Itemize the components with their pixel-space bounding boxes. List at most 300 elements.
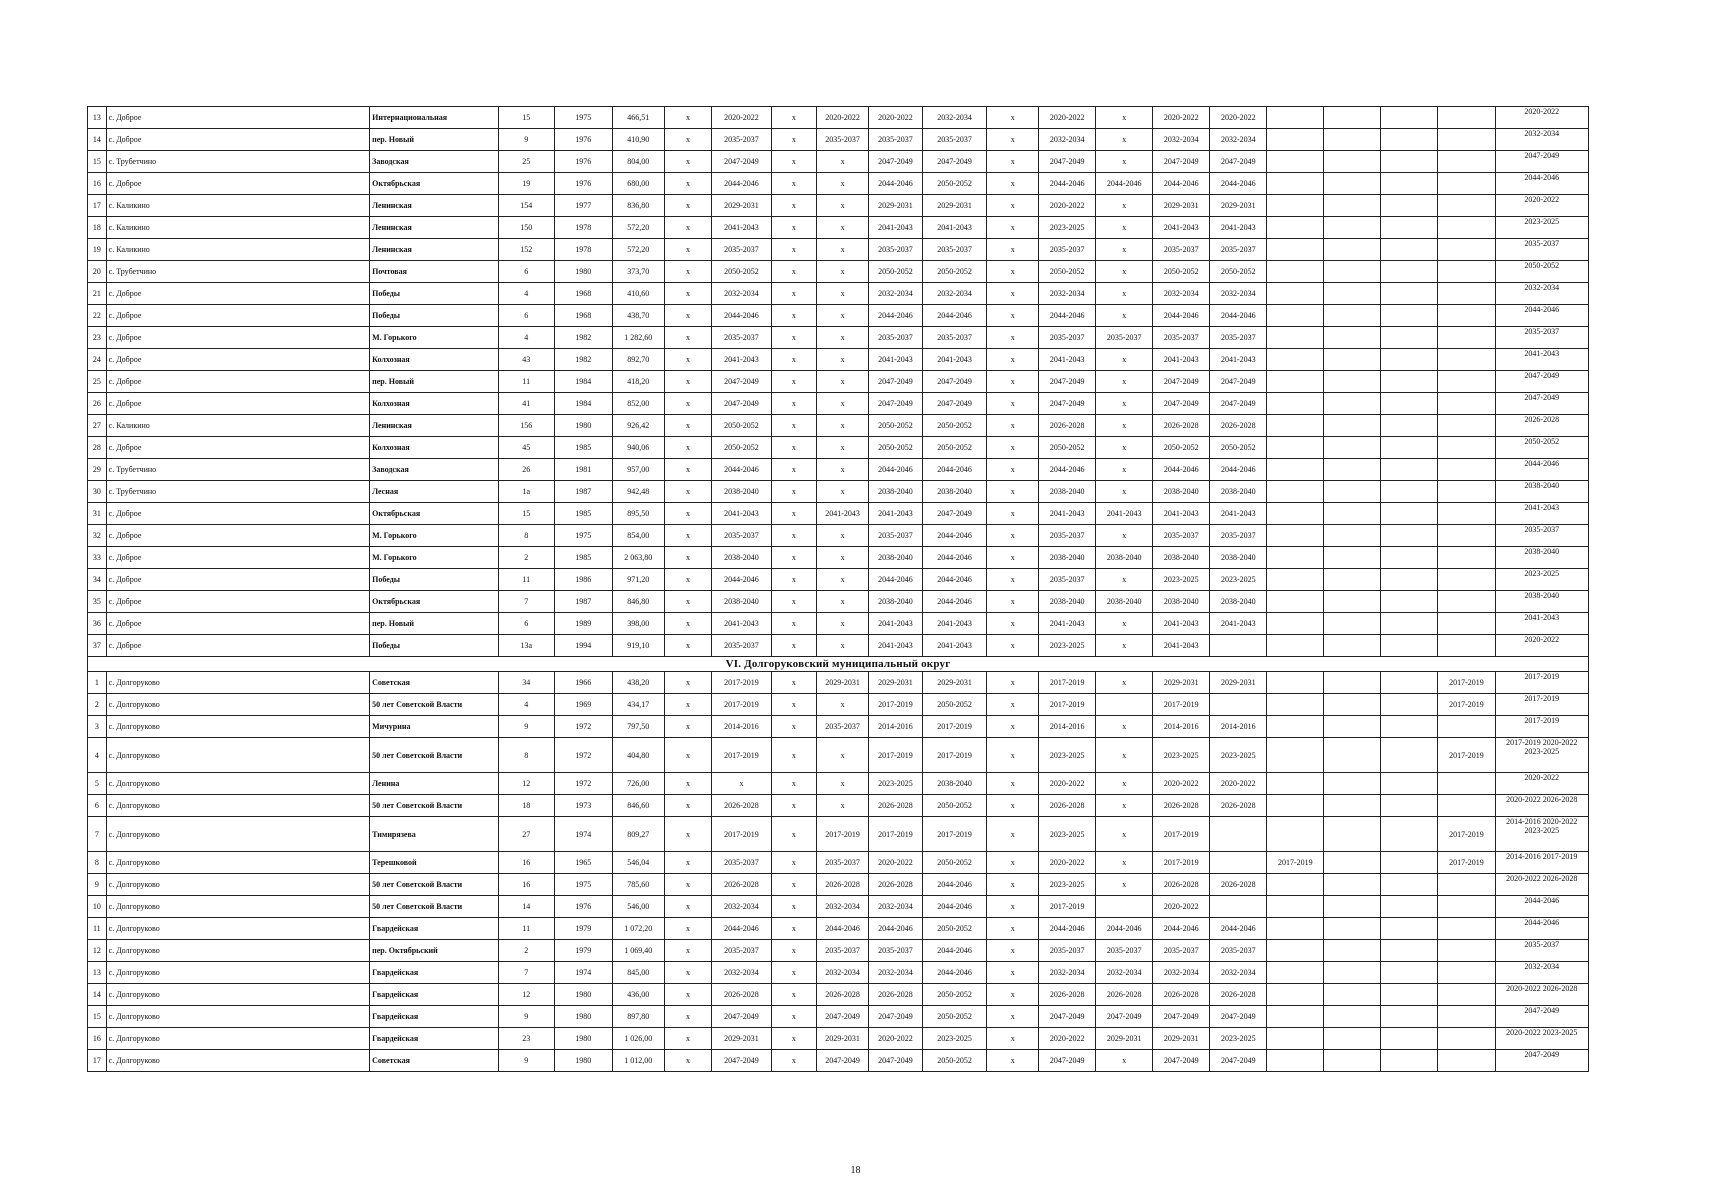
cell-c12 xyxy=(1267,795,1324,817)
cell-house: 2 xyxy=(498,547,554,569)
cell-settlement: с. Каликино xyxy=(106,195,369,217)
cell-c8: 2017-2019 xyxy=(1039,672,1096,694)
cell-c1: x xyxy=(664,1006,712,1028)
cell-last: 2047-2049 xyxy=(1495,1006,1589,1028)
cell-c5: 2041-2043 xyxy=(869,503,923,525)
cell-c8: 2041-2043 xyxy=(1039,349,1096,371)
cell-c2: 2017-2019 xyxy=(712,738,771,773)
cell-n: 37 xyxy=(88,635,107,657)
cell-c12 xyxy=(1267,261,1324,283)
cell-c7: x xyxy=(987,852,1039,874)
cell-last: 2050-2052 xyxy=(1495,437,1589,459)
cell-house: 156 xyxy=(498,415,554,437)
cell-area: 846,60 xyxy=(612,795,664,817)
cell-last: 2044-2046 xyxy=(1495,918,1589,940)
cell-c14 xyxy=(1381,481,1438,503)
cell-c8: 2044-2046 xyxy=(1039,918,1096,940)
cell-c1: x xyxy=(664,940,712,962)
cell-c3: x xyxy=(771,547,817,569)
cell-area: 546,00 xyxy=(612,896,664,918)
cell-year: 1978 xyxy=(554,239,612,261)
cell-last: 2026-2028 xyxy=(1495,415,1589,437)
cell-c2: 2044-2046 xyxy=(712,918,771,940)
cell-c8: 2023-2025 xyxy=(1039,738,1096,773)
cell-settlement: с. Доброе xyxy=(106,547,369,569)
cell-c5: 2047-2049 xyxy=(869,371,923,393)
cell-c6: 2047-2049 xyxy=(922,151,986,173)
cell-c12 xyxy=(1267,503,1324,525)
cell-c13 xyxy=(1324,107,1381,129)
cell-area: 410,60 xyxy=(612,283,664,305)
cell-house: 41 xyxy=(498,393,554,415)
cell-c4: x xyxy=(817,525,869,547)
table-row xyxy=(88,349,1589,371)
cell-c6: 2032-2034 xyxy=(922,283,986,305)
cell-area: 942,48 xyxy=(612,481,664,503)
cell-house: 150 xyxy=(498,217,554,239)
cell-c1: x xyxy=(664,591,712,613)
cell-c12 xyxy=(1267,107,1324,129)
cell-settlement: с. Каликино xyxy=(106,415,369,437)
cell-c8: 2023-2025 xyxy=(1039,217,1096,239)
cell-area: 1 026,00 xyxy=(612,1028,664,1050)
cell-c9: x xyxy=(1096,481,1153,503)
cell-area: 572,20 xyxy=(612,217,664,239)
cell-c14 xyxy=(1381,635,1438,657)
cell-c11: 2035-2037 xyxy=(1210,940,1267,962)
cell-c10: 2026-2028 xyxy=(1153,795,1210,817)
cell-c6: 2050-2052 xyxy=(922,918,986,940)
cell-c13 xyxy=(1324,151,1381,173)
cell-c13 xyxy=(1324,1028,1381,1050)
cell-c1: x xyxy=(664,525,712,547)
table-row xyxy=(88,459,1589,481)
cell-street: Почтовая xyxy=(370,261,499,283)
cell-c13 xyxy=(1324,1006,1381,1028)
cell-c9: 2026-2028 xyxy=(1096,984,1153,1006)
cell-c9: 2041-2043 xyxy=(1096,503,1153,525)
cell-c7: x xyxy=(987,239,1039,261)
table-row xyxy=(88,547,1589,569)
cell-c7: x xyxy=(987,305,1039,327)
cell-c7: x xyxy=(987,672,1039,694)
cell-n: 5 xyxy=(88,773,107,795)
cell-area: 940,06 xyxy=(612,437,664,459)
cell-area: 1 069,40 xyxy=(612,940,664,962)
cell-house: 25 xyxy=(498,151,554,173)
cell-c5: 2032-2034 xyxy=(869,283,923,305)
cell-n: 4 xyxy=(88,738,107,773)
cell-c12 xyxy=(1267,716,1324,738)
cell-c1: x xyxy=(664,371,712,393)
cell-settlement: с. Каликино xyxy=(106,217,369,239)
cell-last: 2044-2046 xyxy=(1495,459,1589,481)
cell-c1: x xyxy=(664,239,712,261)
table-row xyxy=(88,173,1589,195)
cell-c7: x xyxy=(987,349,1039,371)
cell-c15 xyxy=(1438,129,1495,151)
cell-c10: 2035-2037 xyxy=(1153,525,1210,547)
cell-c1: x xyxy=(664,173,712,195)
cell-c15: 2017-2019 xyxy=(1438,817,1495,852)
cell-year: 1989 xyxy=(554,613,612,635)
cell-c3: x xyxy=(771,896,817,918)
cell-c4: x xyxy=(817,437,869,459)
cell-c5: 2029-2031 xyxy=(869,672,923,694)
cell-year: 1982 xyxy=(554,349,612,371)
cell-n: 24 xyxy=(88,349,107,371)
cell-c4: x xyxy=(817,393,869,415)
cell-last: 2023-2025 xyxy=(1495,217,1589,239)
cell-c3: x xyxy=(771,437,817,459)
cell-c7: x xyxy=(987,896,1039,918)
cell-c11: 2047-2049 xyxy=(1210,371,1267,393)
cell-c2: 2050-2052 xyxy=(712,437,771,459)
cell-c2: 2017-2019 xyxy=(712,817,771,852)
cell-c4: 2017-2019 xyxy=(817,817,869,852)
cell-c12 xyxy=(1267,738,1324,773)
cell-c6: 2047-2049 xyxy=(922,371,986,393)
cell-c4: x xyxy=(817,459,869,481)
cell-settlement: с. Доброе xyxy=(106,437,369,459)
cell-settlement: с. Долгоруково xyxy=(106,962,369,984)
cell-c7: x xyxy=(987,459,1039,481)
cell-settlement: с. Доброе xyxy=(106,635,369,657)
cell-c10: 2029-2031 xyxy=(1153,1028,1210,1050)
cell-c4: x xyxy=(817,795,869,817)
cell-c2: 2020-2022 xyxy=(712,107,771,129)
cell-house: 11 xyxy=(498,569,554,591)
cell-c11: 2044-2046 xyxy=(1210,459,1267,481)
table-row xyxy=(88,694,1589,716)
cell-c2: 2032-2034 xyxy=(712,896,771,918)
cell-c3: x xyxy=(771,795,817,817)
cell-c12 xyxy=(1267,129,1324,151)
cell-c7: x xyxy=(987,1028,1039,1050)
cell-c4: 2029-2031 xyxy=(817,1028,869,1050)
cell-c5: 2035-2037 xyxy=(869,327,923,349)
cell-c1: x xyxy=(664,738,712,773)
cell-c7: x xyxy=(987,569,1039,591)
cell-c5: 2020-2022 xyxy=(869,1028,923,1050)
cell-c5: 2023-2025 xyxy=(869,773,923,795)
cell-c3: x xyxy=(771,1050,817,1072)
cell-c6: 2047-2049 xyxy=(922,393,986,415)
table-row xyxy=(88,283,1589,305)
cell-c4: 2044-2046 xyxy=(817,918,869,940)
cell-c15 xyxy=(1438,569,1495,591)
cell-c4: x xyxy=(817,173,869,195)
cell-c12 xyxy=(1267,151,1324,173)
cell-c3: x xyxy=(771,327,817,349)
cell-house: 8 xyxy=(498,738,554,773)
cell-c11: 2014-2016 xyxy=(1210,716,1267,738)
cell-year: 1979 xyxy=(554,918,612,940)
cell-c13 xyxy=(1324,305,1381,327)
cell-c3: x xyxy=(771,918,817,940)
cell-c8: 2044-2046 xyxy=(1039,305,1096,327)
cell-year: 1984 xyxy=(554,371,612,393)
cell-c5: 2035-2037 xyxy=(869,239,923,261)
cell-house: 6 xyxy=(498,261,554,283)
cell-house: 152 xyxy=(498,239,554,261)
cell-c2: 2035-2037 xyxy=(712,129,771,151)
cell-street: Гвардейская xyxy=(370,1006,499,1028)
cell-c8: 2017-2019 xyxy=(1039,896,1096,918)
cell-settlement: с. Долгоруково xyxy=(106,1006,369,1028)
cell-c15 xyxy=(1438,459,1495,481)
cell-c9: x xyxy=(1096,261,1153,283)
cell-house: 4 xyxy=(498,283,554,305)
cell-c5: 2047-2049 xyxy=(869,1006,923,1028)
cell-c5: 2050-2052 xyxy=(869,415,923,437)
cell-house: 154 xyxy=(498,195,554,217)
cell-c8: 2050-2052 xyxy=(1039,261,1096,283)
cell-year: 1985 xyxy=(554,503,612,525)
cell-n: 15 xyxy=(88,151,107,173)
cell-street: Победы xyxy=(370,635,499,657)
cell-c1: x xyxy=(664,1050,712,1072)
cell-c3: x xyxy=(771,129,817,151)
cell-c14 xyxy=(1381,852,1438,874)
cell-c11: 2023-2025 xyxy=(1210,1028,1267,1050)
cell-year: 1965 xyxy=(554,852,612,874)
cell-c13 xyxy=(1324,239,1381,261)
cell-area: 680,00 xyxy=(612,173,664,195)
cell-c8: 2047-2049 xyxy=(1039,151,1096,173)
cell-c2: 2035-2037 xyxy=(712,852,771,874)
cell-settlement: с. Доброе xyxy=(106,525,369,547)
cell-settlement: с. Долгоруково xyxy=(106,852,369,874)
cell-c9: x xyxy=(1096,672,1153,694)
cell-area: 836,80 xyxy=(612,195,664,217)
cell-c15 xyxy=(1438,437,1495,459)
cell-c3: x xyxy=(771,716,817,738)
cell-c8: 2032-2034 xyxy=(1039,962,1096,984)
cell-n: 27 xyxy=(88,415,107,437)
cell-c3: x xyxy=(771,349,817,371)
cell-c2: 2017-2019 xyxy=(712,694,771,716)
cell-c10: 2050-2052 xyxy=(1153,437,1210,459)
cell-street: Победы xyxy=(370,569,499,591)
cell-c3: x xyxy=(771,874,817,896)
cell-c9: x xyxy=(1096,107,1153,129)
cell-c10: 2038-2040 xyxy=(1153,481,1210,503)
cell-street: пер. Октябрьский xyxy=(370,940,499,962)
cell-n: 34 xyxy=(88,569,107,591)
cell-c14 xyxy=(1381,940,1438,962)
cell-n: 8 xyxy=(88,852,107,874)
cell-settlement: с. Долгоруково xyxy=(106,773,369,795)
cell-c15: 2017-2019 xyxy=(1438,852,1495,874)
cell-area: 546,04 xyxy=(612,852,664,874)
cell-last: 2032-2034 xyxy=(1495,962,1589,984)
cell-house: 7 xyxy=(498,962,554,984)
cell-house: 4 xyxy=(498,327,554,349)
cell-street: 50 лет Советской Власти xyxy=(370,694,499,716)
cell-c1: x xyxy=(664,896,712,918)
cell-c4: x xyxy=(817,613,869,635)
cell-c6: 2035-2037 xyxy=(922,239,986,261)
cell-c11: 2026-2028 xyxy=(1210,984,1267,1006)
cell-last: 2044-2046 xyxy=(1495,305,1589,327)
cell-last: 2047-2049 xyxy=(1495,371,1589,393)
cell-c13 xyxy=(1324,874,1381,896)
cell-c11 xyxy=(1210,635,1267,657)
cell-year: 1975 xyxy=(554,525,612,547)
cell-c7: x xyxy=(987,918,1039,940)
cell-last: 2017-2019 xyxy=(1495,716,1589,738)
cell-n: 18 xyxy=(88,217,107,239)
cell-c11 xyxy=(1210,817,1267,852)
cell-c9: 2035-2037 xyxy=(1096,327,1153,349)
cell-n: 9 xyxy=(88,874,107,896)
cell-c4: x xyxy=(817,151,869,173)
cell-c10: 2014-2016 xyxy=(1153,716,1210,738)
cell-c5: 2044-2046 xyxy=(869,459,923,481)
cell-c10: 2044-2046 xyxy=(1153,918,1210,940)
cell-settlement: с. Долгоруково xyxy=(106,1028,369,1050)
cell-c6: 2017-2019 xyxy=(922,716,986,738)
cell-street: Гвардейская xyxy=(370,962,499,984)
cell-c1: x xyxy=(664,129,712,151)
cell-c13 xyxy=(1324,327,1381,349)
cell-c3: x xyxy=(771,481,817,503)
cell-last: 2041-2043 xyxy=(1495,349,1589,371)
cell-c9: x xyxy=(1096,393,1153,415)
cell-c7: x xyxy=(987,503,1039,525)
cell-street: Гвардейская xyxy=(370,918,499,940)
cell-c14 xyxy=(1381,371,1438,393)
table-row xyxy=(88,716,1589,738)
cell-c5: 2026-2028 xyxy=(869,984,923,1006)
cell-c6: 2035-2037 xyxy=(922,327,986,349)
cell-c12 xyxy=(1267,984,1324,1006)
cell-c13 xyxy=(1324,173,1381,195)
cell-c6: 2017-2019 xyxy=(922,817,986,852)
cell-street: Интернациональная xyxy=(370,107,499,129)
cell-n: 16 xyxy=(88,173,107,195)
cell-c8: 2020-2022 xyxy=(1039,1028,1096,1050)
cell-c4: 2047-2049 xyxy=(817,1050,869,1072)
cell-c4: 2029-2031 xyxy=(817,672,869,694)
cell-c12 xyxy=(1267,613,1324,635)
cell-c3: x xyxy=(771,672,817,694)
cell-n: 6 xyxy=(88,795,107,817)
cell-c7: x xyxy=(987,1050,1039,1072)
cell-c14 xyxy=(1381,569,1438,591)
cell-c11: 2047-2049 xyxy=(1210,1050,1267,1072)
cell-c5: 2044-2046 xyxy=(869,918,923,940)
cell-c2: 2032-2034 xyxy=(712,962,771,984)
cell-last: 2014-2016 2020-2022 2023-2025 xyxy=(1495,817,1589,852)
cell-c8: 2020-2022 xyxy=(1039,852,1096,874)
cell-c12 xyxy=(1267,239,1324,261)
cell-last: 2014-2016 2017-2019 xyxy=(1495,852,1589,874)
cell-c15 xyxy=(1438,525,1495,547)
cell-c9: x xyxy=(1096,874,1153,896)
cell-c4: x xyxy=(817,371,869,393)
cell-c12 xyxy=(1267,635,1324,657)
cell-street: Колхозная xyxy=(370,349,499,371)
cell-c4: x xyxy=(817,773,869,795)
cell-c4: x xyxy=(817,217,869,239)
cell-c10: 2032-2034 xyxy=(1153,129,1210,151)
cell-c8: 2020-2022 xyxy=(1039,195,1096,217)
cell-c2: 2035-2037 xyxy=(712,940,771,962)
cell-c10: 2023-2025 xyxy=(1153,569,1210,591)
cell-c14 xyxy=(1381,716,1438,738)
table-row xyxy=(88,773,1589,795)
cell-c11: 2035-2037 xyxy=(1210,327,1267,349)
cell-c2: 2047-2049 xyxy=(712,1050,771,1072)
cell-c9: x xyxy=(1096,239,1153,261)
cell-year: 1972 xyxy=(554,773,612,795)
cell-c15 xyxy=(1438,591,1495,613)
cell-c5: 2041-2043 xyxy=(869,613,923,635)
cell-c13 xyxy=(1324,817,1381,852)
cell-c8: 2020-2022 xyxy=(1039,107,1096,129)
cell-year: 1987 xyxy=(554,591,612,613)
cell-c4: x xyxy=(817,305,869,327)
cell-c7: x xyxy=(987,547,1039,569)
cell-c7: x xyxy=(987,613,1039,635)
cell-c3: x xyxy=(771,151,817,173)
cell-c15: 2017-2019 xyxy=(1438,694,1495,716)
cell-n: 29 xyxy=(88,459,107,481)
cell-house: 11 xyxy=(498,371,554,393)
table-row xyxy=(88,415,1589,437)
cell-c4: x xyxy=(817,481,869,503)
cell-c3: x xyxy=(771,962,817,984)
cell-c12 xyxy=(1267,217,1324,239)
cell-street: Октябрьская xyxy=(370,503,499,525)
cell-settlement: с. Долгоруково xyxy=(106,874,369,896)
cell-year: 1972 xyxy=(554,716,612,738)
cell-c1: x xyxy=(664,305,712,327)
cell-c6: 2032-2034 xyxy=(922,107,986,129)
cell-c11: 2050-2052 xyxy=(1210,437,1267,459)
repair-schedule-table xyxy=(87,106,1589,1072)
cell-c8: 2041-2043 xyxy=(1039,503,1096,525)
cell-year: 1980 xyxy=(554,984,612,1006)
cell-c3: x xyxy=(771,738,817,773)
cell-c3: x xyxy=(771,569,817,591)
cell-c2: 2044-2046 xyxy=(712,173,771,195)
cell-last: 2020-2022 xyxy=(1495,635,1589,657)
cell-c15 xyxy=(1438,716,1495,738)
cell-c5: 2026-2028 xyxy=(869,795,923,817)
cell-c9: x xyxy=(1096,569,1153,591)
cell-c8: 2035-2037 xyxy=(1039,327,1096,349)
cell-c8: 2032-2034 xyxy=(1039,129,1096,151)
cell-n: 3 xyxy=(88,716,107,738)
cell-area: 398,00 xyxy=(612,613,664,635)
cell-c8: 2041-2043 xyxy=(1039,613,1096,635)
cell-c4: 2026-2028 xyxy=(817,984,869,1006)
cell-c15 xyxy=(1438,613,1495,635)
table-row xyxy=(88,371,1589,393)
cell-c14 xyxy=(1381,694,1438,716)
cell-c10: 2026-2028 xyxy=(1153,874,1210,896)
cell-c6: 2044-2046 xyxy=(922,569,986,591)
cell-house: 12 xyxy=(498,773,554,795)
cell-c11: 2041-2043 xyxy=(1210,613,1267,635)
cell-c12 xyxy=(1267,694,1324,716)
cell-c14 xyxy=(1381,613,1438,635)
cell-c15 xyxy=(1438,415,1495,437)
cell-last: 2047-2049 xyxy=(1495,151,1589,173)
